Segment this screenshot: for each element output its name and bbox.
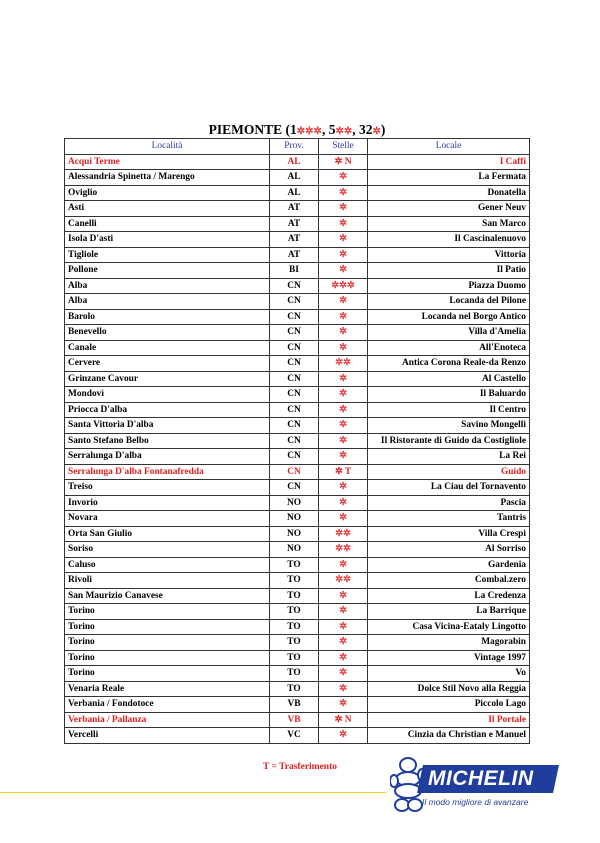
cell-stelle: ✲ xyxy=(319,433,368,449)
cell-stelle: ✲ xyxy=(319,340,368,356)
cell-localita: Grinzane Cavour xyxy=(65,371,270,387)
cell-localita: Torino xyxy=(65,604,270,620)
cell-localita: Asti xyxy=(65,201,270,217)
cell-prov: AL xyxy=(270,185,319,201)
cell-prov: VB xyxy=(270,712,319,728)
cell-stelle: ✲✲ xyxy=(319,573,368,589)
cell-prov: AT xyxy=(270,216,319,232)
table-row xyxy=(65,201,530,217)
table-row xyxy=(65,666,530,682)
cell-prov: AL xyxy=(270,170,319,186)
cell-localita: Canale xyxy=(65,340,270,356)
table-row xyxy=(65,309,530,325)
cell-prov: CN xyxy=(270,278,319,294)
cell-prov: CN xyxy=(270,449,319,465)
cell-locale: La Ciau del Tornavento xyxy=(368,480,530,496)
cell-localita: Alba xyxy=(65,278,270,294)
cell-localita: Tigliole xyxy=(65,247,270,263)
table-row xyxy=(65,650,530,666)
cell-localita: San Maurizio Canavese xyxy=(65,588,270,604)
table-row xyxy=(65,480,530,496)
cell-prov: NO xyxy=(270,542,319,558)
cell-prov: TO xyxy=(270,650,319,666)
one-star-icon: ✲ xyxy=(372,126,381,137)
cell-locale: La Rei xyxy=(368,449,530,465)
table-row xyxy=(65,697,530,713)
table-row xyxy=(65,511,530,527)
cell-prov: CN xyxy=(270,340,319,356)
cell-localita: Cervere xyxy=(65,356,270,372)
cell-prov: BI xyxy=(270,263,319,279)
cell-locale: Locanda nel Borgo Antico xyxy=(368,309,530,325)
table-row xyxy=(65,433,530,449)
cell-stelle: ✲✲✲ xyxy=(319,278,368,294)
logo-brand: MICHELIN xyxy=(428,767,534,790)
cell-prov: AT xyxy=(270,201,319,217)
cell-locale: Cinzia da Christian e Manuel xyxy=(368,728,530,744)
cell-stelle: ✲ xyxy=(319,588,368,604)
table-header-row xyxy=(65,139,530,155)
cell-locale: Il Cascinalenuovo xyxy=(368,232,530,248)
cell-stelle: ✲ xyxy=(319,185,368,201)
cell-localita: Vercelli xyxy=(65,728,270,744)
cell-localita: Invorio xyxy=(65,495,270,511)
legend-note: T = Trasferimento xyxy=(262,762,337,772)
table-row xyxy=(65,216,530,232)
michelin-logo xyxy=(390,755,560,815)
table-row xyxy=(65,619,530,635)
cell-locale: Combal.zero xyxy=(368,573,530,589)
cell-locale: Casa Vicina-Eataly Lingotto xyxy=(368,619,530,635)
cell-stelle: ✲ xyxy=(319,387,368,403)
restaurant-table xyxy=(64,138,530,744)
table-row xyxy=(65,402,530,418)
cell-localita: Serralunga D'alba Fontanafredda xyxy=(65,464,270,480)
cell-locale: Pascia xyxy=(368,495,530,511)
cell-localita: Torino xyxy=(65,635,270,651)
cell-stelle: ✲ xyxy=(319,325,368,341)
table-row xyxy=(65,728,530,744)
cell-locale: Il Patio xyxy=(368,263,530,279)
cell-prov: TO xyxy=(270,557,319,573)
cell-locale: Donatella xyxy=(368,185,530,201)
cell-prov: TO xyxy=(270,619,319,635)
cell-locale: Piccolo Lago xyxy=(368,697,530,713)
cell-localita: Oviglio xyxy=(65,185,270,201)
cell-stelle: ✲ xyxy=(319,650,368,666)
cell-stelle: ✲ N xyxy=(319,712,368,728)
cell-localita: Barolo xyxy=(65,309,270,325)
cell-localita: Treiso xyxy=(65,480,270,496)
logo-tagline: Il modo migliore di avanzare xyxy=(422,797,529,807)
cell-prov: CN xyxy=(270,464,319,480)
cell-locale: Vintage 1997 xyxy=(368,650,530,666)
cell-prov: AT xyxy=(270,247,319,263)
cell-localita: Caluso xyxy=(65,557,270,573)
table-row xyxy=(65,294,530,310)
table-row xyxy=(65,170,530,186)
cell-localita: Torino xyxy=(65,619,270,635)
cell-localita: Canelli xyxy=(65,216,270,232)
table-row xyxy=(65,263,530,279)
cell-localita: Acqui Terme xyxy=(65,154,270,170)
cell-prov: AL xyxy=(270,154,319,170)
cell-stelle: ✲ xyxy=(319,557,368,573)
cell-stelle: ✲✲ xyxy=(319,356,368,372)
table-row xyxy=(65,325,530,341)
cell-stelle: ✲ xyxy=(319,216,368,232)
header-prov: Prov. xyxy=(270,139,319,155)
cell-stelle: ✲ xyxy=(319,604,368,620)
cell-stelle: ✲ xyxy=(319,480,368,496)
cell-prov: CN xyxy=(270,387,319,403)
cell-locale: All'Enoteca xyxy=(368,340,530,356)
cell-locale: La Credenza xyxy=(368,588,530,604)
table-row xyxy=(65,573,530,589)
cell-stelle: ✲ N xyxy=(319,154,368,170)
cell-localita: Verbania / Fondotoce xyxy=(65,697,270,713)
cell-stelle: ✲ xyxy=(319,681,368,697)
cell-locale: Dolce Stil Novo alla Reggia xyxy=(368,681,530,697)
cell-prov: CN xyxy=(270,402,319,418)
cell-stelle: ✲ xyxy=(319,697,368,713)
table-row xyxy=(65,387,530,403)
table-row xyxy=(65,712,530,728)
cell-stelle: ✲ xyxy=(319,418,368,434)
cell-stelle: ✲ xyxy=(319,635,368,651)
cell-stelle: ✲ xyxy=(319,666,368,682)
table-row xyxy=(65,340,530,356)
cell-localita: Santo Stefano Belbo xyxy=(65,433,270,449)
cell-stelle: ✲ xyxy=(319,371,368,387)
cell-localita: Priocca D'alba xyxy=(65,402,270,418)
cell-stelle: ✲ xyxy=(319,309,368,325)
cell-locale: Vo xyxy=(368,666,530,682)
table-row xyxy=(65,154,530,170)
cell-locale: Guido xyxy=(368,464,530,480)
header-locale: Locale xyxy=(368,139,530,155)
cell-stelle: ✲ xyxy=(319,728,368,744)
table-row xyxy=(65,418,530,434)
cell-localita: Torino xyxy=(65,666,270,682)
cell-localita: Alba xyxy=(65,294,270,310)
cell-localita: Rivoli xyxy=(65,573,270,589)
cell-localita: Pollone xyxy=(65,263,270,279)
footer-divider xyxy=(0,792,386,793)
cell-locale: Locanda del Pilone xyxy=(368,294,530,310)
cell-localita: Alessandria Spinetta / Marengo xyxy=(65,170,270,186)
cell-prov: CN xyxy=(270,325,319,341)
cell-prov: TO xyxy=(270,681,319,697)
cell-prov: CN xyxy=(270,371,319,387)
cell-localita: Benevello xyxy=(65,325,270,341)
two-star-icon: ✲✲ xyxy=(335,126,353,137)
header-stelle: Stelle xyxy=(319,139,368,155)
cell-localita: Mondovì xyxy=(65,387,270,403)
cell-stelle: ✲✲ xyxy=(319,526,368,542)
cell-locale: Il Portale xyxy=(368,712,530,728)
cell-stelle: ✲ xyxy=(319,294,368,310)
cell-locale: I Caffi xyxy=(368,154,530,170)
table-row xyxy=(65,604,530,620)
table-row xyxy=(65,681,530,697)
header-localita: Località xyxy=(65,139,270,155)
table-row xyxy=(65,526,530,542)
table-row xyxy=(65,185,530,201)
cell-prov: CN xyxy=(270,309,319,325)
cell-locale: La Fermata xyxy=(368,170,530,186)
cell-locale: La Barrique xyxy=(368,604,530,620)
cell-localita: Soriso xyxy=(65,542,270,558)
cell-localita: Isola D'asti xyxy=(65,232,270,248)
cell-stelle: ✲ xyxy=(319,619,368,635)
cell-locale: Magorabin xyxy=(368,635,530,651)
cell-prov: VB xyxy=(270,697,319,713)
cell-locale: Al Sorriso xyxy=(368,542,530,558)
cell-stelle: ✲ xyxy=(319,247,368,263)
cell-prov: CN xyxy=(270,294,319,310)
cell-locale: Antica Corona Reale-da Renzo xyxy=(368,356,530,372)
cell-prov: TO xyxy=(270,635,319,651)
cell-prov: CN xyxy=(270,433,319,449)
table-row xyxy=(65,464,530,480)
cell-locale: Piazza Duomo xyxy=(368,278,530,294)
cell-stelle: ✲ xyxy=(319,170,368,186)
cell-localita: Novara xyxy=(65,511,270,527)
cell-prov: CN xyxy=(270,480,319,496)
cell-stelle: ✲ xyxy=(319,449,368,465)
cell-locale: Gardenia xyxy=(368,557,530,573)
cell-stelle: ✲ xyxy=(319,402,368,418)
table-row xyxy=(65,247,530,263)
cell-localita: Orta San Giulio xyxy=(65,526,270,542)
cell-prov: TO xyxy=(270,666,319,682)
cell-localita: Verbania / Pallanza xyxy=(65,712,270,728)
table-row xyxy=(65,356,530,372)
cell-prov: CN xyxy=(270,356,319,372)
cell-prov: CN xyxy=(270,418,319,434)
cell-locale: Savino Mongelli xyxy=(368,418,530,434)
cell-stelle: ✲ xyxy=(319,495,368,511)
cell-localita: Venaria Reale xyxy=(65,681,270,697)
three-star-icon: ✲✲✲ xyxy=(296,126,322,137)
cell-locale: Il Baluardo xyxy=(368,387,530,403)
cell-prov: NO xyxy=(270,511,319,527)
cell-locale: Il Centro xyxy=(368,402,530,418)
cell-locale: San Marco xyxy=(368,216,530,232)
cell-prov: TO xyxy=(270,604,319,620)
page-title: PIEMONTE (1✲✲✲, 5✲✲, 32✲) xyxy=(208,122,386,137)
cell-locale: Gener Neuv xyxy=(368,201,530,217)
table-row xyxy=(65,278,530,294)
cell-locale: Villa Crespi xyxy=(368,526,530,542)
cell-stelle: ✲ xyxy=(319,511,368,527)
cell-stelle: ✲ xyxy=(319,201,368,217)
cell-prov: TO xyxy=(270,573,319,589)
cell-prov: AT xyxy=(270,232,319,248)
cell-prov: NO xyxy=(270,526,319,542)
table-body xyxy=(65,154,530,743)
cell-stelle: ✲ xyxy=(319,263,368,279)
table-row xyxy=(65,495,530,511)
cell-stelle: ✲ xyxy=(319,232,368,248)
table-row xyxy=(65,588,530,604)
cell-locale: Vittoria xyxy=(368,247,530,263)
cell-prov: TO xyxy=(270,588,319,604)
cell-localita: Serralunga D'alba xyxy=(65,449,270,465)
cell-stelle: ✲ T xyxy=(319,464,368,480)
cell-localita: Santa Vittoria D'alba xyxy=(65,418,270,434)
cell-localita: Torino xyxy=(65,650,270,666)
cell-stelle: ✲✲ xyxy=(319,542,368,558)
cell-prov: NO xyxy=(270,495,319,511)
cell-locale: Il Ristorante di Guido da Costigliole xyxy=(368,433,530,449)
cell-locale: Tantris xyxy=(368,511,530,527)
cell-locale: Villa d'Amelia xyxy=(368,325,530,341)
table-row xyxy=(65,449,530,465)
table-row xyxy=(65,232,530,248)
table-row xyxy=(65,371,530,387)
table-row xyxy=(65,635,530,651)
cell-prov: VC xyxy=(270,728,319,744)
cell-locale: Al Castello xyxy=(368,371,530,387)
table-row xyxy=(65,542,530,558)
table-row xyxy=(65,557,530,573)
